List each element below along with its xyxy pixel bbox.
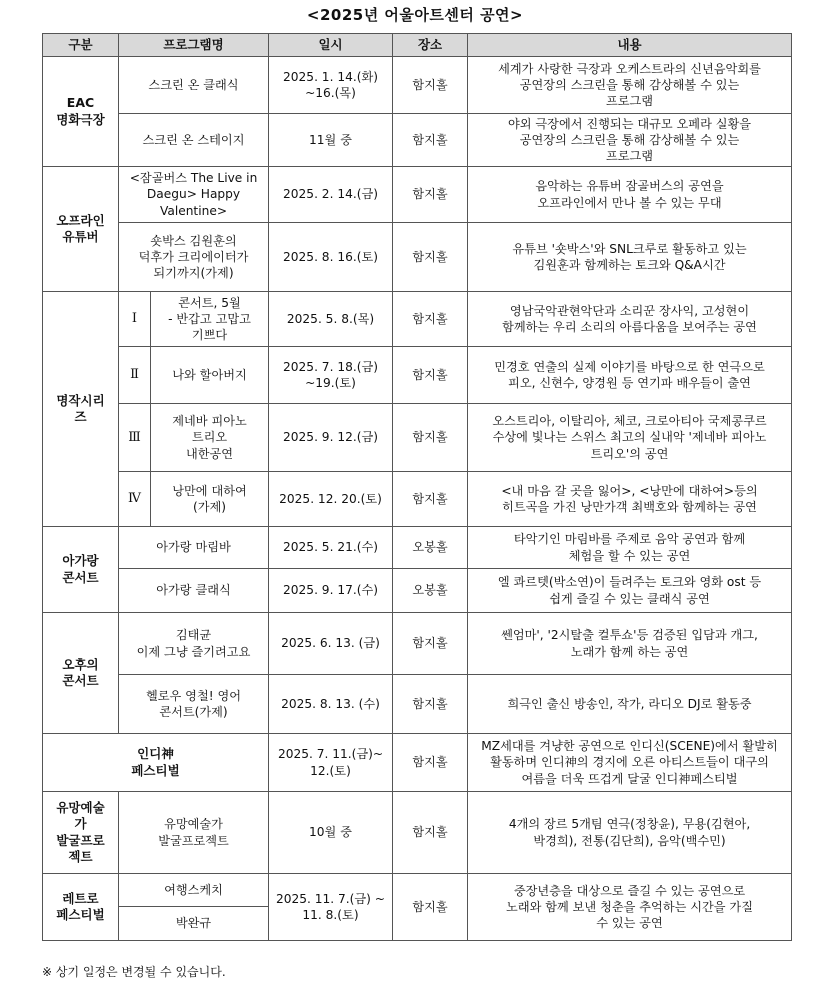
table-row xyxy=(43,569,792,613)
date-cell: 2025. 7. 18.(금) ~19.(토) xyxy=(269,347,393,404)
venue-cell: 함지홀 xyxy=(393,223,468,292)
header-date: 일시 xyxy=(269,34,393,57)
program-cell: 여행스케치 xyxy=(119,874,269,907)
venue-cell: 오봉홀 xyxy=(393,569,468,613)
table-row xyxy=(43,292,792,347)
series-number: Ⅳ xyxy=(119,472,151,527)
date-cell: 2025. 5. 8.(목) xyxy=(269,292,393,347)
table-row xyxy=(43,57,792,114)
footnote: ※ 상기 일정은 변경될 수 있습니다. xyxy=(42,965,226,979)
venue-cell: 함지홀 xyxy=(393,404,468,472)
table-row xyxy=(43,347,792,404)
venue-cell: 오봉홀 xyxy=(393,527,468,569)
desc-cell: 야외 극장에서 진행되는 대규모 오페라 실황을 공연장의 스크린을 통해 감상해볼 수 있는 프로그램 xyxy=(468,114,792,167)
header-category: 구분 xyxy=(43,34,119,57)
series-number: Ⅲ xyxy=(119,404,151,472)
category-cell: EAC 명화극장 xyxy=(43,57,119,167)
schedule-table xyxy=(42,33,792,941)
date-cell: 2025. 12. 20.(토) xyxy=(269,472,393,527)
program-cell: 인디神 페스티벌 xyxy=(43,734,269,792)
category-cell: 명작시리 즈 xyxy=(43,292,119,527)
venue-cell: 함지홀 xyxy=(393,347,468,404)
table-row xyxy=(43,114,792,167)
header-content: 내용 xyxy=(468,34,792,57)
venue-cell: 함지홀 xyxy=(393,675,468,734)
date-cell: 2025. 8. 13. (수) xyxy=(269,675,393,734)
program-cell: 박완규 xyxy=(119,907,269,941)
table-row xyxy=(43,613,792,675)
table-row xyxy=(43,223,792,292)
header-row xyxy=(43,34,792,57)
category-cell: 유망예술 가 발굴프로 젝트 xyxy=(43,792,119,874)
desc-cell: 희극인 출신 방송인, 작가, 라디오 DJ로 활동중 xyxy=(468,675,792,734)
program-cell: 스크린 온 스테이지 xyxy=(119,114,269,167)
series-number: Ⅰ xyxy=(119,292,151,347)
program-cell: 낭만에 대하여 (가제) xyxy=(151,472,269,527)
desc-cell: 중장년층을 대상으로 즐길 수 있는 공연으로 노래와 함께 보낸 청춘을 추억하는 시간을 가질 수 있는 공연 xyxy=(468,874,792,941)
series-number: Ⅱ xyxy=(119,347,151,404)
venue-cell: 함지홀 xyxy=(393,874,468,941)
table-row xyxy=(43,404,792,472)
program-cell: 나와 할아버지 xyxy=(151,347,269,404)
header-venue: 장소 xyxy=(393,34,468,57)
venue-cell: 함지홀 xyxy=(393,792,468,874)
program-cell: 숏박스 김원훈의 덕후가 크리에이터가 되기까지(가제) xyxy=(119,223,269,292)
desc-cell: 유튜브 '숏박스'와 SNL크루로 활동하고 있는 김원훈과 함께하는 토크와 Q&A시간 xyxy=(468,223,792,292)
date-cell: 2025. 8. 16.(토) xyxy=(269,223,393,292)
venue-cell: 함지홀 xyxy=(393,57,468,114)
category-cell: 오프라인 유튜버 xyxy=(43,167,119,292)
date-cell: 2025. 9. 12.(금) xyxy=(269,404,393,472)
header-program: 프로그램명 xyxy=(119,34,269,57)
desc-cell: 타악기인 마림바를 주제로 음악 공연과 함께 체험을 할 수 있는 공연 xyxy=(468,527,792,569)
table-row xyxy=(43,874,792,907)
table-row xyxy=(43,472,792,527)
page-title: <2025년 어울아트센터 공연> xyxy=(306,6,524,24)
desc-cell: 세계가 사랑한 극장과 오케스트라의 신년음악회를 공연장의 스크린을 통해 감상해볼 수 있는 프로그램 xyxy=(468,57,792,114)
desc-cell: 쎈엄마', '2시탈출 컬투쇼'등 검증된 입담과 개그, 노래가 함께 하는 공연 xyxy=(468,613,792,675)
desc-cell: <내 마음 갈 곳을 잃어>, <낭만에 대하여>등의 히트곡을 가진 낭만가객 최백호와 함께하는 공연 xyxy=(468,472,792,527)
category-cell: 아가랑 콘서트 xyxy=(43,527,119,613)
desc-cell: 민경호 연출의 실제 이야기를 바탕으로 한 연극으로 피오, 신현수, 양경원 등 연기파 배우들이 출연 xyxy=(468,347,792,404)
table-row xyxy=(43,792,792,874)
program-cell: 제네바 피아노 트리오 내한공연 xyxy=(151,404,269,472)
desc-cell: MZ세대를 겨냥한 공연으로 인디신(SCENE)에서 활발히 활동하며 인디神의 경지에 오른 아티스트들이 대구의 여름을 더욱 뜨겁게 달굴 인디神페스티벌 xyxy=(468,734,792,792)
program-cell: 헬로우 영철! 영어 콘서트(가제) xyxy=(119,675,269,734)
program-cell: 아가랑 클래식 xyxy=(119,569,269,613)
desc-cell: 4개의 장르 5개팀 연극(정창윤), 무용(김현아, 박경희), 전통(김단희), 음악(백수민) xyxy=(468,792,792,874)
program-cell: 김태균 이제 그냥 즐기려고요 xyxy=(119,613,269,675)
program-cell: 유망예술가 발굴프로젝트 xyxy=(119,792,269,874)
venue-cell: 함지홀 xyxy=(393,167,468,223)
date-cell: 2025. 7. 11.(금)~ 12.(토) xyxy=(269,734,393,792)
venue-cell: 함지홀 xyxy=(393,472,468,527)
date-cell: 2025. 11. 7.(금) ~ 11. 8.(토) xyxy=(269,874,393,941)
table-row xyxy=(43,734,792,792)
date-cell: 2025. 1. 14.(화) ~16.(목) xyxy=(269,57,393,114)
desc-cell: 엘 콰르텟(박소연)이 들려주는 토크와 영화 ost 등 쉽게 즐길 수 있는 클래식 공연 xyxy=(468,569,792,613)
table-row xyxy=(43,527,792,569)
date-cell: 11월 중 xyxy=(269,114,393,167)
desc-cell: 음악하는 유튜버 잠골버스의 공연을 오프라인에서 만나 볼 수 있는 무대 xyxy=(468,167,792,223)
date-cell: 2025. 5. 21.(수) xyxy=(269,527,393,569)
venue-cell: 함지홀 xyxy=(393,613,468,675)
program-cell: 아가랑 마림바 xyxy=(119,527,269,569)
table-row xyxy=(43,675,792,734)
date-cell: 2025. 9. 17.(수) xyxy=(269,569,393,613)
category-cell: 레트로 페스티벌 xyxy=(43,874,119,941)
desc-cell: 영남국악관현악단과 소리꾼 장사익, 고성현이 함께하는 우리 소리의 아름다움을 보여주는 공연 xyxy=(468,292,792,347)
program-cell: 스크린 온 클래식 xyxy=(119,57,269,114)
table-row xyxy=(43,167,792,223)
category-cell: 오후의 콘서트 xyxy=(43,613,119,734)
program-cell: 콘서트, 5월 - 반갑고 고맙고 기쁘다 xyxy=(151,292,269,347)
date-cell: 2025. 2. 14.(금) xyxy=(269,167,393,223)
program-cell: <잠골버스 The Live in Daegu> Happy Valentine> xyxy=(119,167,269,223)
date-cell: 2025. 6. 13. (금) xyxy=(269,613,393,675)
date-cell: 10월 중 xyxy=(269,792,393,874)
venue-cell: 함지홀 xyxy=(393,734,468,792)
venue-cell: 함지홀 xyxy=(393,292,468,347)
desc-cell: 오스트리아, 이탈리아, 체코, 크로아티아 국제콩쿠르 수상에 빛나는 스위스 최고의 실내악 '제네바 피아노 트리오'의 공연 xyxy=(468,404,792,472)
venue-cell: 함지홀 xyxy=(393,114,468,167)
